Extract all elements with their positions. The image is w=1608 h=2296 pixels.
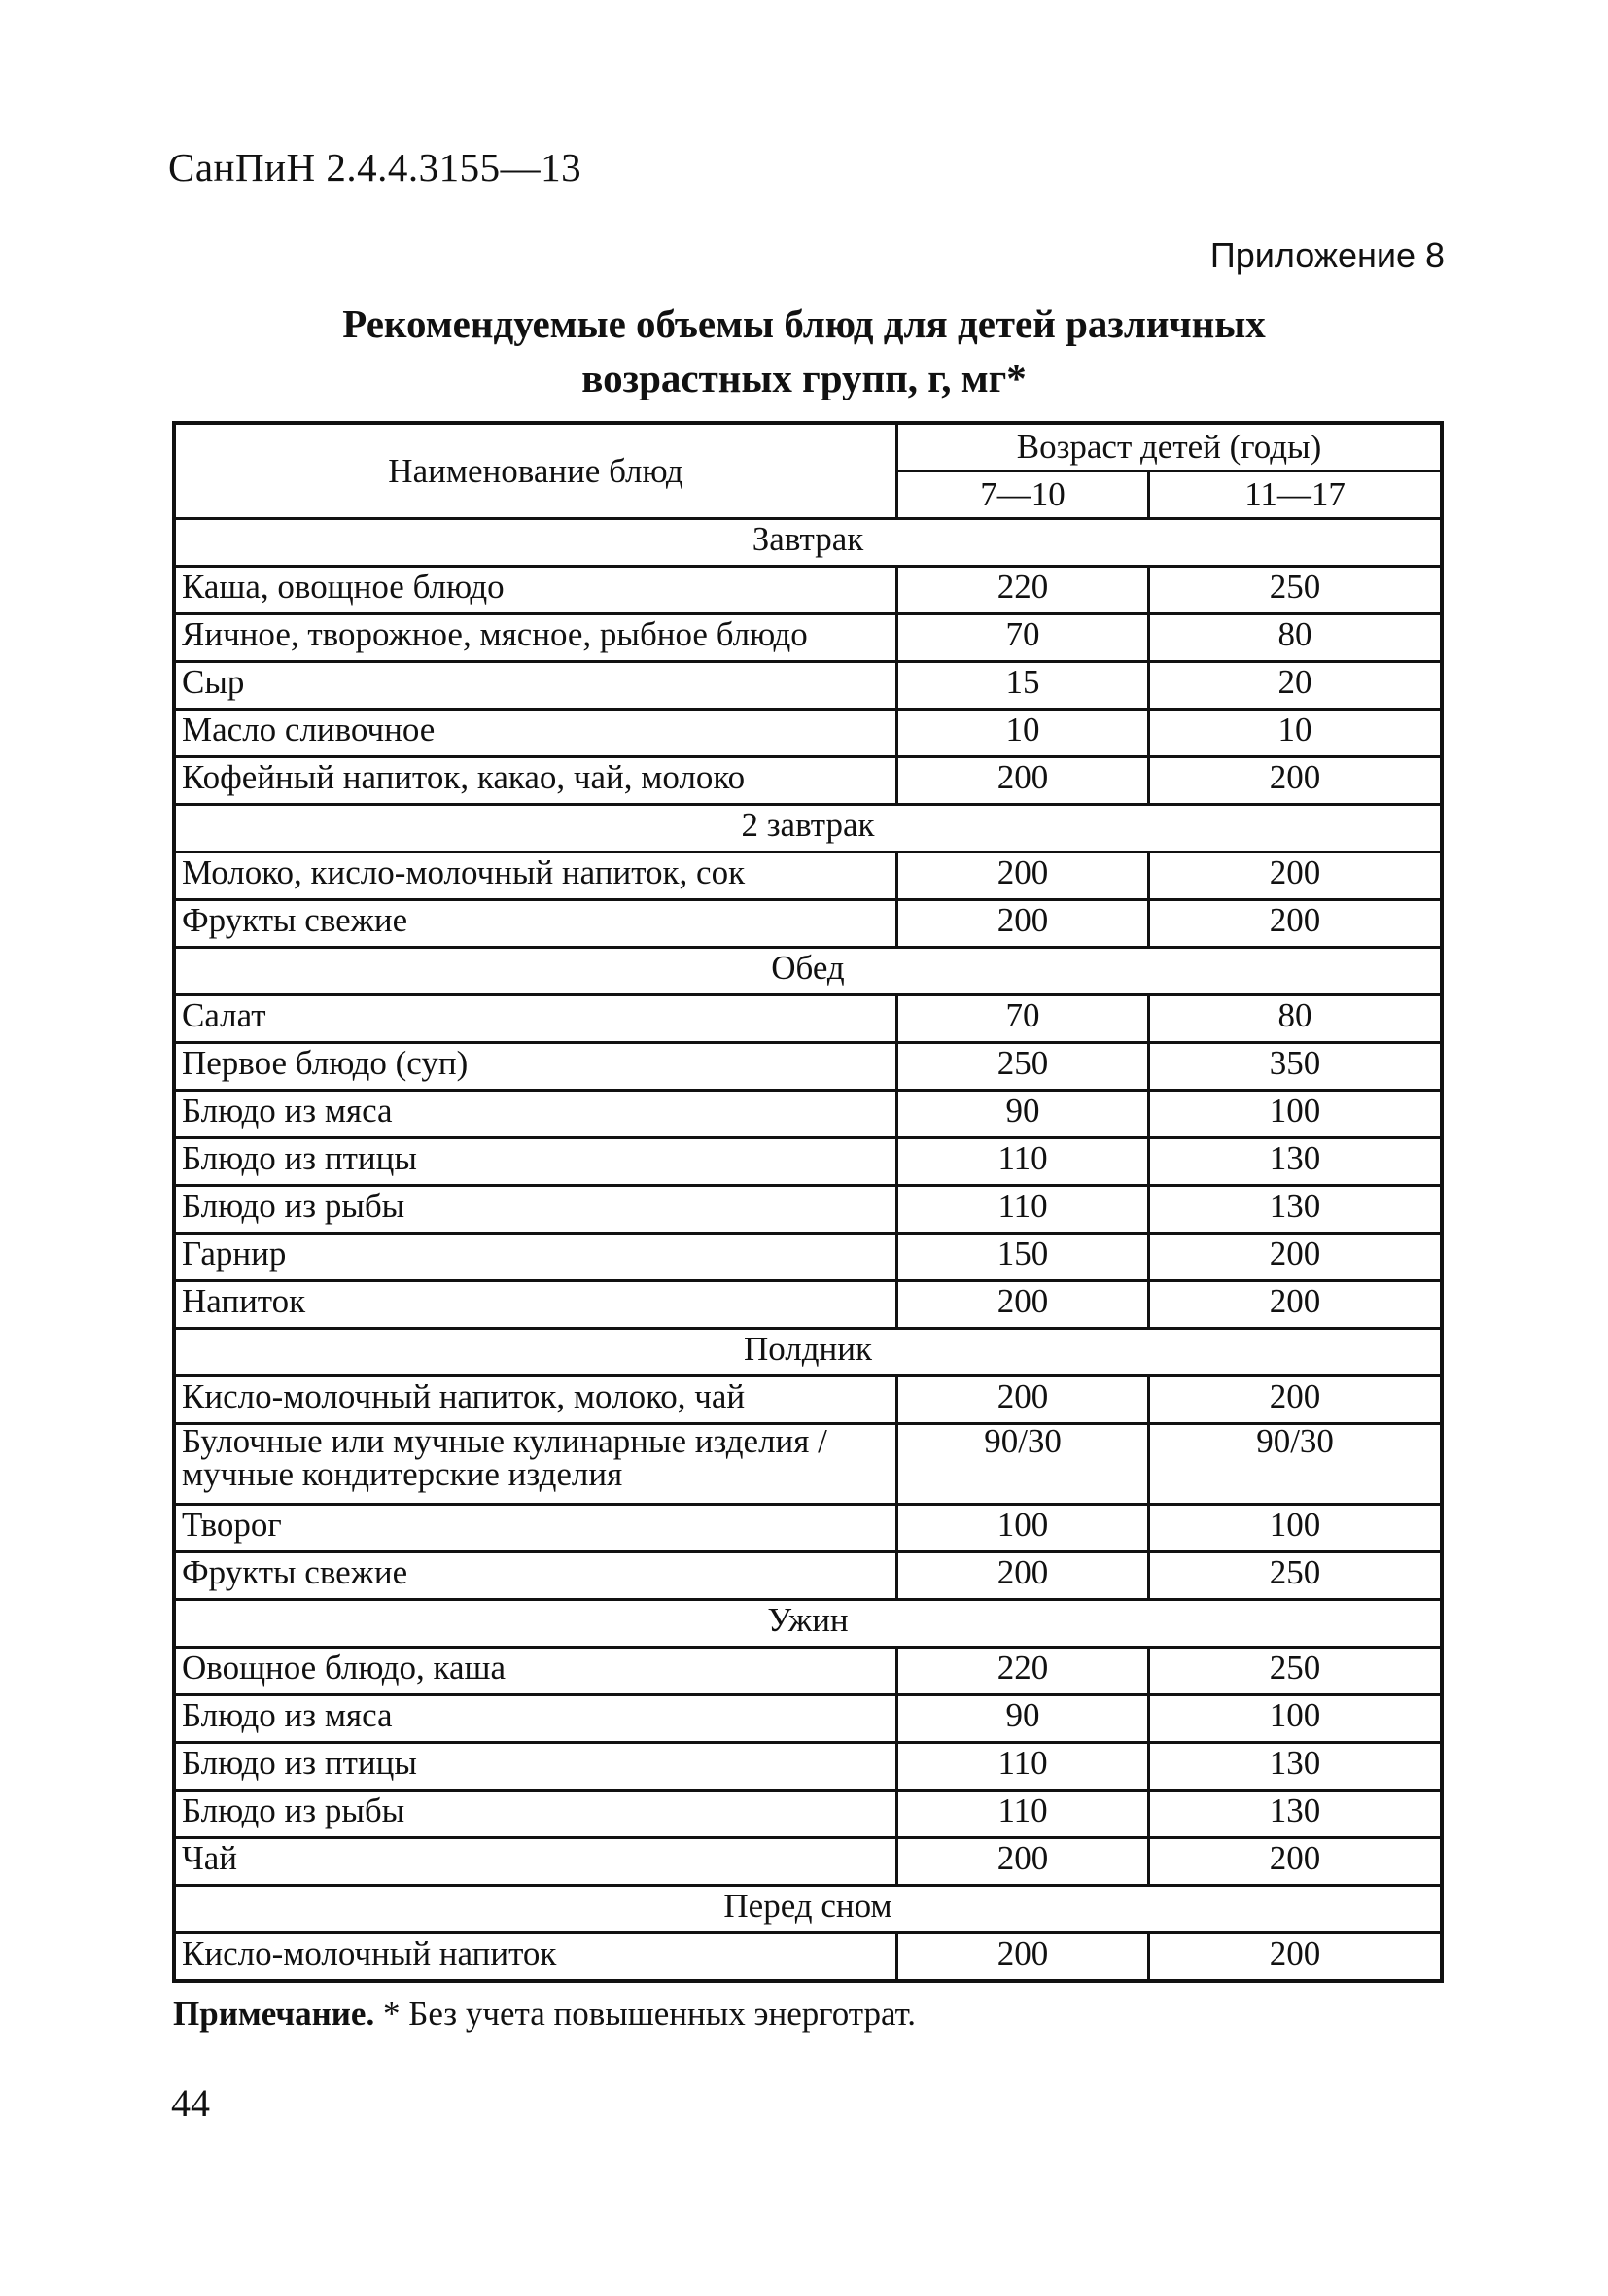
value-7-10-cell: 220 [897,1648,1149,1695]
table-row [174,1743,1442,1791]
table-row [174,710,1442,757]
section-title: Полдник [174,1329,1442,1376]
section-row [174,519,1442,567]
dish-name-cell: Масло сливочное [174,710,897,757]
value-11-17-cell: 250 [1149,567,1442,614]
table-row [174,1234,1442,1281]
table-row [174,1043,1442,1091]
value-7-10-cell: 90 [897,1091,1149,1138]
value-11-17-cell: 100 [1149,1091,1442,1138]
header-age: Возраст детей (годы) [897,423,1443,471]
dish-name-cell: Каша, овощное блюдо [174,567,897,614]
dish-name-cell: Кисло-молочный напиток [174,1933,897,1982]
value-11-17-cell: 100 [1149,1695,1442,1743]
page-number: 44 [171,2081,210,2125]
value-11-17-cell: 200 [1149,852,1442,900]
dish-name-cell: Кисло-молочный напиток, молоко, чай [174,1376,897,1424]
value-7-10-cell: 200 [897,1281,1149,1329]
table-row [174,1648,1442,1695]
table-row [174,1933,1442,1982]
value-11-17-cell: 200 [1149,757,1442,805]
table-row [174,1138,1442,1186]
value-7-10-cell: 200 [897,900,1149,948]
value-7-10-cell: 110 [897,1186,1149,1234]
value-11-17-cell: 250 [1149,1648,1442,1695]
dish-name-cell: Булочные или мучные кулинарные изделия / мучные кондитерские изделия [174,1424,897,1505]
value-7-10-cell: 200 [897,1552,1149,1600]
footnote-text: * Без учета повышенных энерготрат. [374,1995,917,2033]
value-11-17-cell: 80 [1149,614,1442,662]
value-7-10-cell: 70 [897,995,1149,1043]
value-7-10-cell: 100 [897,1505,1149,1552]
dish-name-cell: Творог [174,1505,897,1552]
table-row [174,1424,1442,1505]
table-row [174,1186,1442,1234]
table-row [174,567,1442,614]
section-row [174,805,1442,852]
value-7-10-cell: 110 [897,1791,1149,1838]
dish-name-cell: Молоко, кисло-молочный напиток, сок [174,852,897,900]
value-7-10-cell: 220 [897,567,1149,614]
dish-name-cell: Блюдо из мяса [174,1695,897,1743]
section-row [174,948,1442,995]
title-line-2: возрастных групп, г, мг* [581,356,1027,400]
table-row [174,757,1442,805]
table-row [174,900,1442,948]
value-11-17-cell: 130 [1149,1138,1442,1186]
value-7-10-cell: 110 [897,1743,1149,1791]
header-age-7-10: 7—10 [897,471,1149,519]
portion-table [172,421,1444,1983]
dish-name-cell: Блюдо из рыбы [174,1186,897,1234]
value-7-10-cell: 150 [897,1234,1149,1281]
value-7-10-cell: 200 [897,852,1149,900]
footnote [173,1995,916,2034]
value-7-10-cell: 10 [897,710,1149,757]
table-row [174,614,1442,662]
value-7-10-cell: 200 [897,757,1149,805]
table-body [174,519,1442,1982]
appendix-label: Приложение 8 [1209,235,1445,275]
section-title: Ужин [174,1600,1442,1648]
table-row [174,1552,1442,1600]
value-11-17-cell: 10 [1149,710,1442,757]
value-11-17-cell: 200 [1149,1838,1442,1886]
value-11-17-cell: 130 [1149,1791,1442,1838]
section-row [174,1329,1442,1376]
table-row [174,852,1442,900]
dish-name-cell: Гарнир [174,1234,897,1281]
value-7-10-cell: 200 [897,1933,1149,1982]
value-11-17-cell: 100 [1149,1505,1442,1552]
table-row [174,1695,1442,1743]
section-title: Обед [174,948,1442,995]
dish-name-cell: Блюдо из мяса [174,1091,897,1138]
dish-name-cell: Блюдо из рыбы [174,1791,897,1838]
value-11-17-cell: 80 [1149,995,1442,1043]
value-11-17-cell: 200 [1149,900,1442,948]
dish-name-cell: Блюдо из птицы [174,1743,897,1791]
table-row [174,662,1442,710]
table-row [174,1791,1442,1838]
section-row [174,1886,1442,1933]
table-row [174,995,1442,1043]
table-row [174,1505,1442,1552]
dish-name-cell: Яичное, творожное, мясное, рыбное блюдо [174,614,897,662]
value-7-10-cell: 200 [897,1376,1149,1424]
dish-name-cell: Фрукты свежие [174,1552,897,1600]
value-7-10-cell: 250 [897,1043,1149,1091]
header-dish-name: Наименование блюд [174,423,897,519]
footnote-label: Примечание. [173,1995,375,2033]
document-code: СанПиН 2.4.4.3155—13 [168,145,582,190]
section-title: 2 завтрак [174,805,1442,852]
value-7-10-cell: 200 [897,1838,1149,1886]
value-11-17-cell: 130 [1149,1186,1442,1234]
dish-name-cell: Сыр [174,662,897,710]
value-7-10-cell: 15 [897,662,1149,710]
table-row [174,1281,1442,1329]
dish-name-cell: Фрукты свежие [174,900,897,948]
value-11-17-cell: 200 [1149,1376,1442,1424]
table-header-row [174,423,1442,471]
title-line-1: Рекомендуемые объемы блюд для детей различных [342,301,1266,346]
section-title: Перед сном [174,1886,1442,1933]
dish-name-cell: Кофейный напиток, какао, чай, молоко [174,757,897,805]
value-11-17-cell: 200 [1149,1933,1442,1982]
value-11-17-cell: 200 [1149,1234,1442,1281]
page-title [165,296,1443,405]
value-11-17-cell: 90/30 [1149,1424,1442,1505]
value-11-17-cell: 350 [1149,1043,1442,1091]
dish-name-cell: Блюдо из птицы [174,1138,897,1186]
value-11-17-cell: 130 [1149,1743,1442,1791]
dish-name-cell: Чай [174,1838,897,1886]
table-row [174,1091,1442,1138]
table-row [174,1838,1442,1886]
value-11-17-cell: 20 [1149,662,1442,710]
value-7-10-cell: 110 [897,1138,1149,1186]
value-11-17-cell: 250 [1149,1552,1442,1600]
dish-name-cell: Овощное блюдо, каша [174,1648,897,1695]
dish-name-cell: Напиток [174,1281,897,1329]
dish-name-cell: Первое блюдо (суп) [174,1043,897,1091]
value-11-17-cell: 200 [1149,1281,1442,1329]
section-title: Завтрак [174,519,1442,567]
value-7-10-cell: 90 [897,1695,1149,1743]
value-7-10-cell: 70 [897,614,1149,662]
section-row [174,1600,1442,1648]
value-7-10-cell: 90/30 [897,1424,1149,1505]
table-row [174,1376,1442,1424]
dish-name-cell: Салат [174,995,897,1043]
header-age-11-17: 11—17 [1149,471,1442,519]
